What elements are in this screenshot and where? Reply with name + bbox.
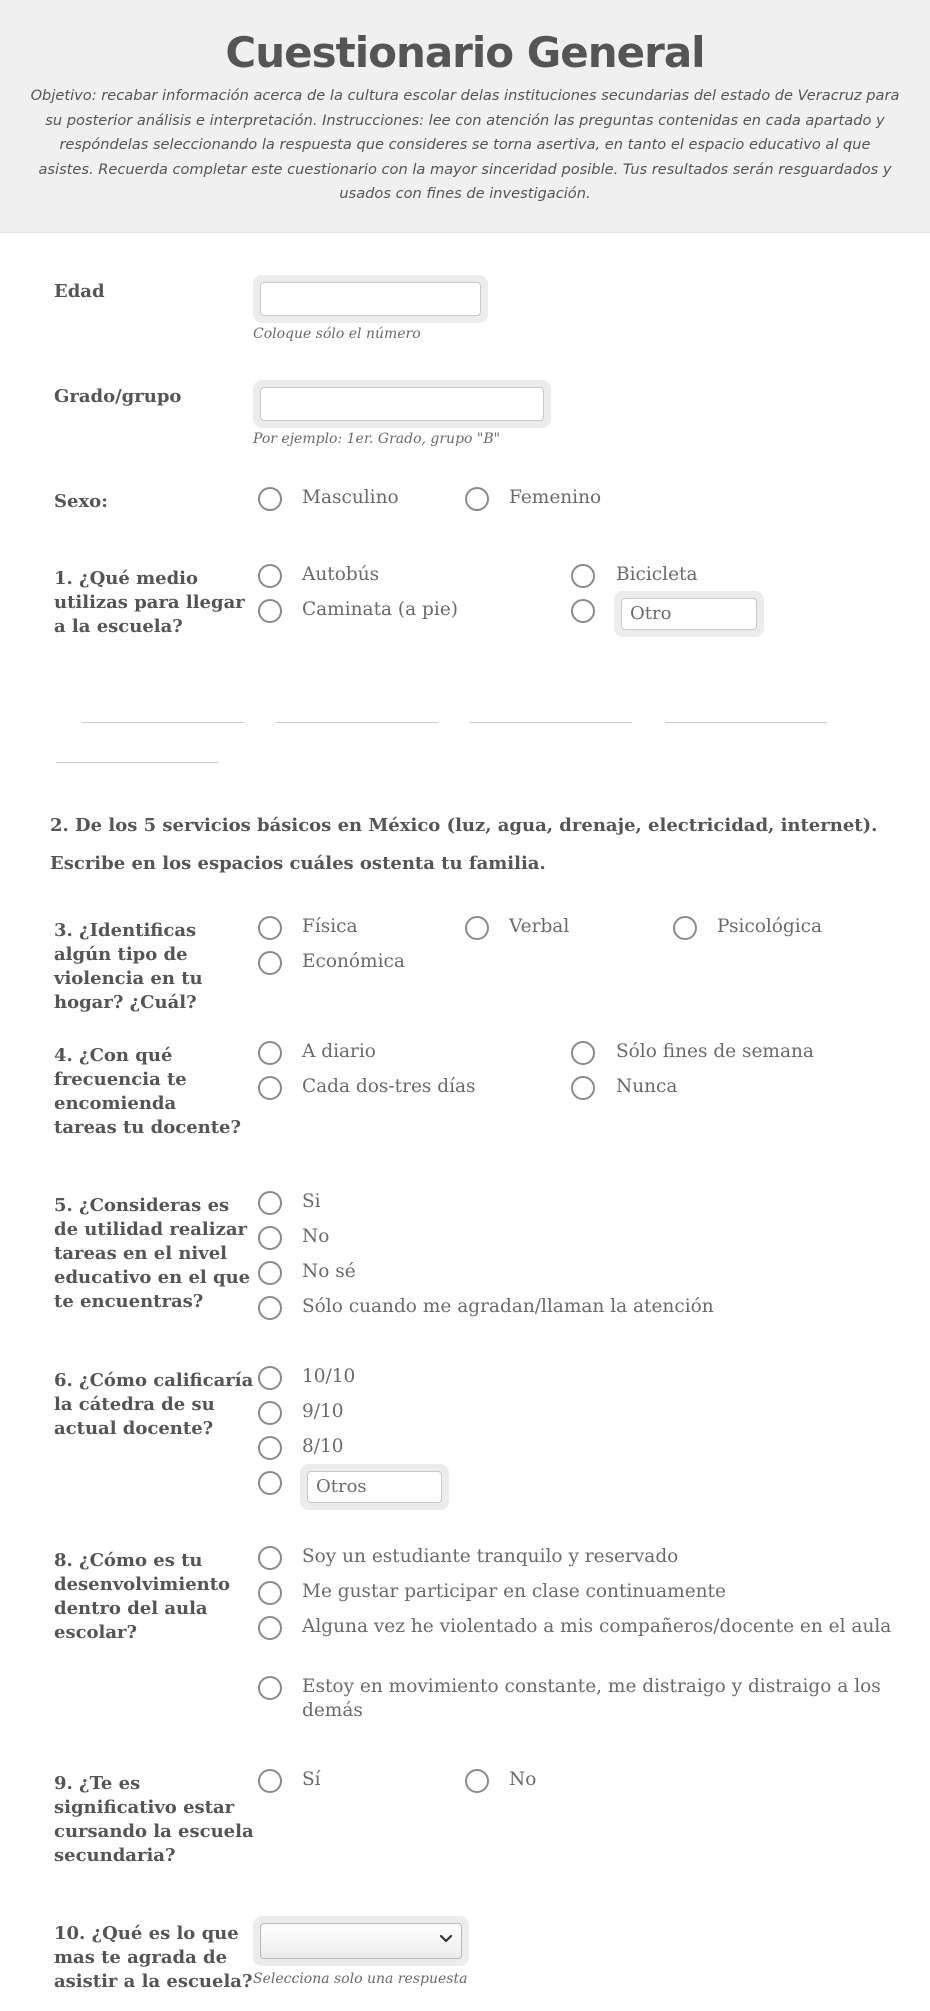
radio-femenino[interactable]: [465, 487, 489, 511]
grado-hint: Por ejemplo: 1er. Grado, grupo "B": [253, 431, 501, 447]
radio-nunca[interactable]: [571, 1076, 595, 1100]
edad-hint: Coloque sólo el número: [253, 326, 421, 342]
sexo-label: Sexo:: [54, 491, 108, 512]
radio-verbal[interactable]: [465, 916, 489, 940]
option-8-10: 8/10: [302, 1436, 344, 1457]
option-10-10: 10/10: [302, 1366, 356, 1387]
q10-select-wrapper: [253, 1916, 469, 1966]
q2-label-line2: Escribe en los espacios cuáles ostenta tu familia.: [50, 853, 546, 874]
option-bicicleta: Bicicleta: [616, 564, 698, 585]
option-movimiento: Estoy en movimiento constante, me distraigo y distraigo a los demás: [302, 1676, 881, 1721]
q3-label: 3. ¿Identificas algún tipo de violencia en tu hogar? ¿Cuál?: [54, 920, 203, 1013]
radio-fisica[interactable]: [258, 916, 282, 940]
otro-input-wrapper: [614, 591, 764, 637]
option-femenino: Femenino: [509, 487, 602, 508]
q9-label: 9. ¿Te es significativo estar cursando la escuela secundaria?: [54, 1773, 254, 1866]
radio-no-se[interactable]: [258, 1261, 282, 1285]
radio-9-10[interactable]: [258, 1401, 282, 1425]
radio-caminata[interactable]: [258, 599, 282, 623]
radio-solo-cuando[interactable]: [258, 1296, 282, 1320]
q6-label: 6. ¿Cómo calificaría la cátedra de su actual docente?: [54, 1370, 254, 1439]
radio-bicicleta[interactable]: [571, 564, 595, 588]
radio-10-10[interactable]: [258, 1366, 282, 1390]
option-no-se: No sé: [302, 1261, 356, 1282]
option-fines-semana: Sólo fines de semana: [616, 1041, 814, 1062]
q10-label: 10. ¿Qué es lo que mas te agrada de asistir a la escuela?: [54, 1923, 253, 1992]
option-no-q9: No: [509, 1769, 537, 1790]
option-caminata: Caminata (a pie): [302, 599, 458, 620]
radio-si[interactable]: [258, 1191, 282, 1215]
option-violentado: Alguna vez he violentado a mis compañeros/docente en el aula: [302, 1616, 892, 1637]
form-description: Objetivo: recabar información acerca de la cultura escolar delas instituciones secundarias del estado de Veracruz para su posterior análisis e interpretación. Instrucciones: lee con atención las preguntas contenidas en cada apartado y respóndelas seleccionando la respuesta que consideres se torna asertiva, en tanto el espacio educativo al que asistes. Recuerda completar este cuestionario con la mayor sinceridad posible. Tus resultados serán resguardados y usados con fines de investigación.: [30, 87, 900, 202]
option-a-diario: A diario: [302, 1041, 376, 1062]
form-header: [0, 0, 930, 233]
q8-label: 8. ¿Cómo es tu desenvolvimiento dentro del aula escolar?: [54, 1550, 231, 1643]
q10-select[interactable]: [260, 1923, 462, 1959]
q2-blank-2[interactable]: [276, 722, 438, 723]
option-fisica: Física: [302, 916, 358, 937]
option-nunca: Nunca: [616, 1076, 678, 1097]
q1-label: 1. ¿Qué medio utilizas para llegar a la escuela?: [54, 568, 245, 637]
radio-tranquilo[interactable]: [258, 1546, 282, 1570]
radio-fines-semana[interactable]: [571, 1041, 595, 1065]
chevron-down-icon: [437, 1929, 455, 1947]
radio-masculino[interactable]: [258, 487, 282, 511]
radio-economica[interactable]: [258, 951, 282, 975]
radio-participar[interactable]: [258, 1581, 282, 1605]
option-9-10: 9/10: [302, 1401, 344, 1422]
radio-psicologica[interactable]: [673, 916, 697, 940]
option-si-q9: Sí: [302, 1769, 321, 1790]
grado-input-wrapper: [253, 380, 551, 428]
option-autobus: Autobús: [302, 564, 380, 585]
radio-violentado[interactable]: [258, 1616, 282, 1640]
option-masculino: Masculino: [302, 487, 399, 508]
q2-blank-1[interactable]: [82, 722, 244, 723]
radio-otros[interactable]: [258, 1471, 282, 1495]
option-participar: Me gustar participar en clase continuamente: [302, 1581, 726, 1602]
otros-input[interactable]: Otros: [307, 1471, 442, 1503]
option-psicologica: Psicológica: [717, 916, 823, 937]
q2-blank-5[interactable]: [56, 762, 218, 763]
q10-hint: Selecciona solo una respuesta: [253, 1971, 468, 1987]
option-solo-cuando: Sólo cuando me agradan/llaman la atención: [302, 1296, 714, 1317]
form-title: Cuestionario General: [225, 28, 705, 77]
radio-no-q9[interactable]: [465, 1769, 489, 1793]
edad-input-wrapper: [253, 275, 488, 323]
option-tranquilo: Soy un estudiante tranquilo y reservado: [302, 1546, 679, 1567]
edad-label: Edad: [54, 281, 105, 302]
q5-label: 5. ¿Consideras es de utilidad realizar tareas en el nivel educativo en el que te encuentras?: [54, 1195, 251, 1312]
radio-a-diario[interactable]: [258, 1041, 282, 1065]
edad-input[interactable]: [260, 282, 481, 316]
radio-otro[interactable]: [571, 599, 595, 623]
otro-input[interactable]: Otro: [621, 598, 757, 630]
grado-label: Grado/grupo: [54, 386, 182, 407]
q2-blank-4[interactable]: [665, 722, 827, 723]
option-cada-dos-tres: Cada dos-tres días: [302, 1076, 476, 1097]
option-verbal: Verbal: [509, 916, 570, 937]
q4-label: 4. ¿Con qué frecuencia te encomienda tareas tu docente?: [54, 1045, 242, 1138]
option-no: No: [302, 1226, 330, 1247]
radio-si-q9[interactable]: [258, 1769, 282, 1793]
option-economica: Económica: [302, 951, 405, 972]
radio-cada-dos-tres[interactable]: [258, 1076, 282, 1100]
q2-blank-3[interactable]: [470, 722, 632, 723]
option-si: Si: [302, 1191, 321, 1212]
radio-movimiento[interactable]: [258, 1676, 282, 1700]
otros-input-wrapper: [300, 1464, 449, 1510]
radio-8-10[interactable]: [258, 1436, 282, 1460]
grado-input[interactable]: [260, 387, 544, 421]
radio-autobus[interactable]: [258, 564, 282, 588]
radio-no[interactable]: [258, 1226, 282, 1250]
q2-label-line1: 2. De los 5 servicios básicos en México (luz, agua, drenaje, electricidad, internet).: [50, 815, 878, 836]
